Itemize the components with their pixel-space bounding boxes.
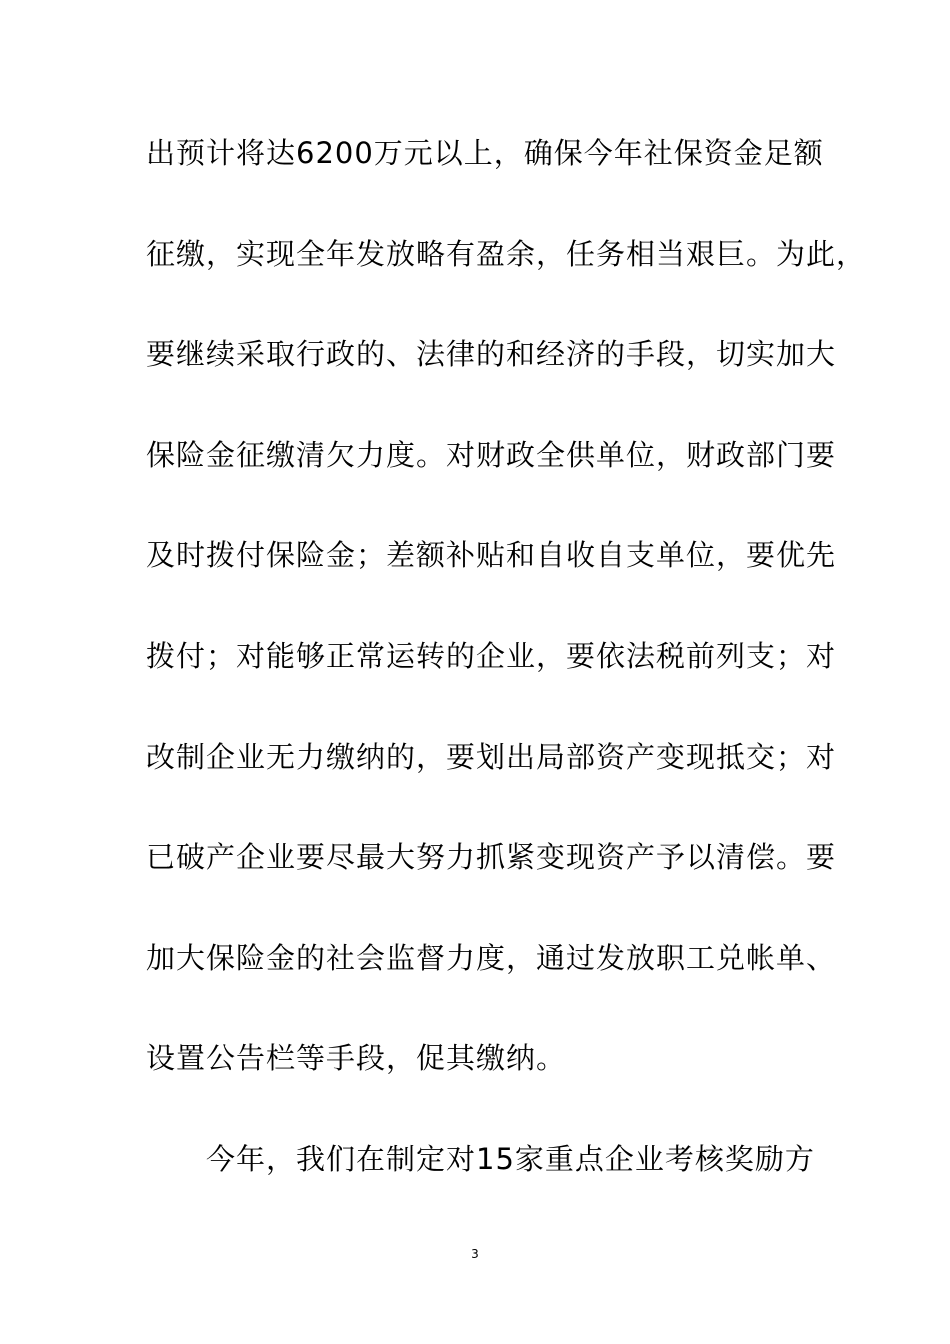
paragraph-start-line: 今年，我们在制定对15家重点企业考核奖励方 (206, 1141, 815, 1176)
text-line: 及时拨付保险金；差额补贴和自收自支单位，要优先 (146, 538, 837, 573)
text-line: 征缴，实现全年发放略有盈余，任务相当艰巨。为此， (146, 236, 867, 271)
text-line: 设置公告栏等手段，促其缴纳。 (146, 1041, 567, 1076)
page-number: 3 (471, 1247, 479, 1261)
text-line: 出预计将达6200万元以上，确保今年社保资金足额 (146, 136, 824, 170)
text-line: 要继续采取行政的、法律的和经济的手段，切实加大 (146, 337, 837, 372)
text-line: 加大保险金的社会监督力度，通过发放职工兑帐单、 (146, 940, 837, 975)
text-line: 已破产企业要尽最大努力抓紧变现资产予以清偿。要 (146, 840, 837, 875)
text-line: 拨付；对能够正常运转的企业，要依法税前列支；对 (146, 638, 837, 673)
text-line: 改制企业无力缴纳的，要划出局部资产变现抵交；对 (146, 739, 837, 774)
body-text (146, 125, 867, 1232)
text-line: 保险金征缴清欠力度。对财政全供单位，财政部门要 (146, 437, 837, 472)
